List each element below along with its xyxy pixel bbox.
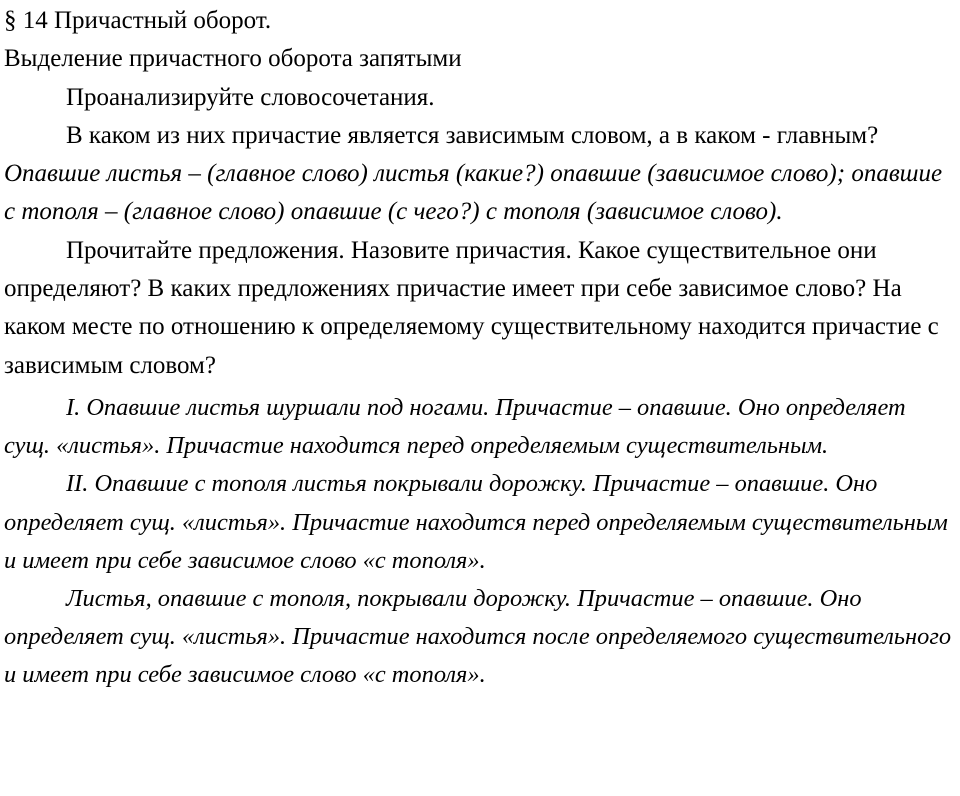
section-heading: § 14 Причастный оборот.: [4, 7, 272, 34]
answer-sentence-1: I. Опавшие листья шуршали под ногами. Причастие – опавшие. Оно определяет сущ. «листья». Причастие находится перед определяемым существительным.: [4, 393, 906, 460]
answer-sentence-3: Листья, опавшие с тополя, покрывали дорожку. Причастие – опавшие. Оно определяет сущ. «листья». Причастие находится после определяемого существительного и имеет при себе зависимое слово «с тополя».: [4, 584, 952, 689]
question-paragraph: [4, 117, 956, 232]
answer-phrases: Опавшие листья – (главное слово) листья (какие?) опавшие (зависимое слово); опавшие с тополя – (главное слово) опавшие (с чего?) с тополя (зависимое слово).: [4, 160, 943, 226]
section-subtitle: Выделение причастного оборота запятыми: [4, 45, 462, 73]
answers-block: [4, 389, 956, 695]
answer-sentence-2: II. Опавшие с тополя листья покрывали дорожку. Причастие – опавшие. Оно определяет сущ. «листья». Причастие находится перед определяемым существительным и имеет при себе зависимое слово «с тополя».: [4, 470, 948, 574]
question-dependent-main: В каком из них причастие является зависимым словом, а в каком - главным?: [66, 121, 879, 149]
instruction-analyze: Проанализируйте словосочетания.: [66, 83, 435, 111]
instruction-read-sentences: Прочитайте предложения. Назовите причастия. Какое существительное они определяют? В каких предложениях причастие имеет при себе зависимое слово? На каком месте по отношению к определяемому существительному находится причастие с зависимым словом?: [4, 236, 939, 379]
